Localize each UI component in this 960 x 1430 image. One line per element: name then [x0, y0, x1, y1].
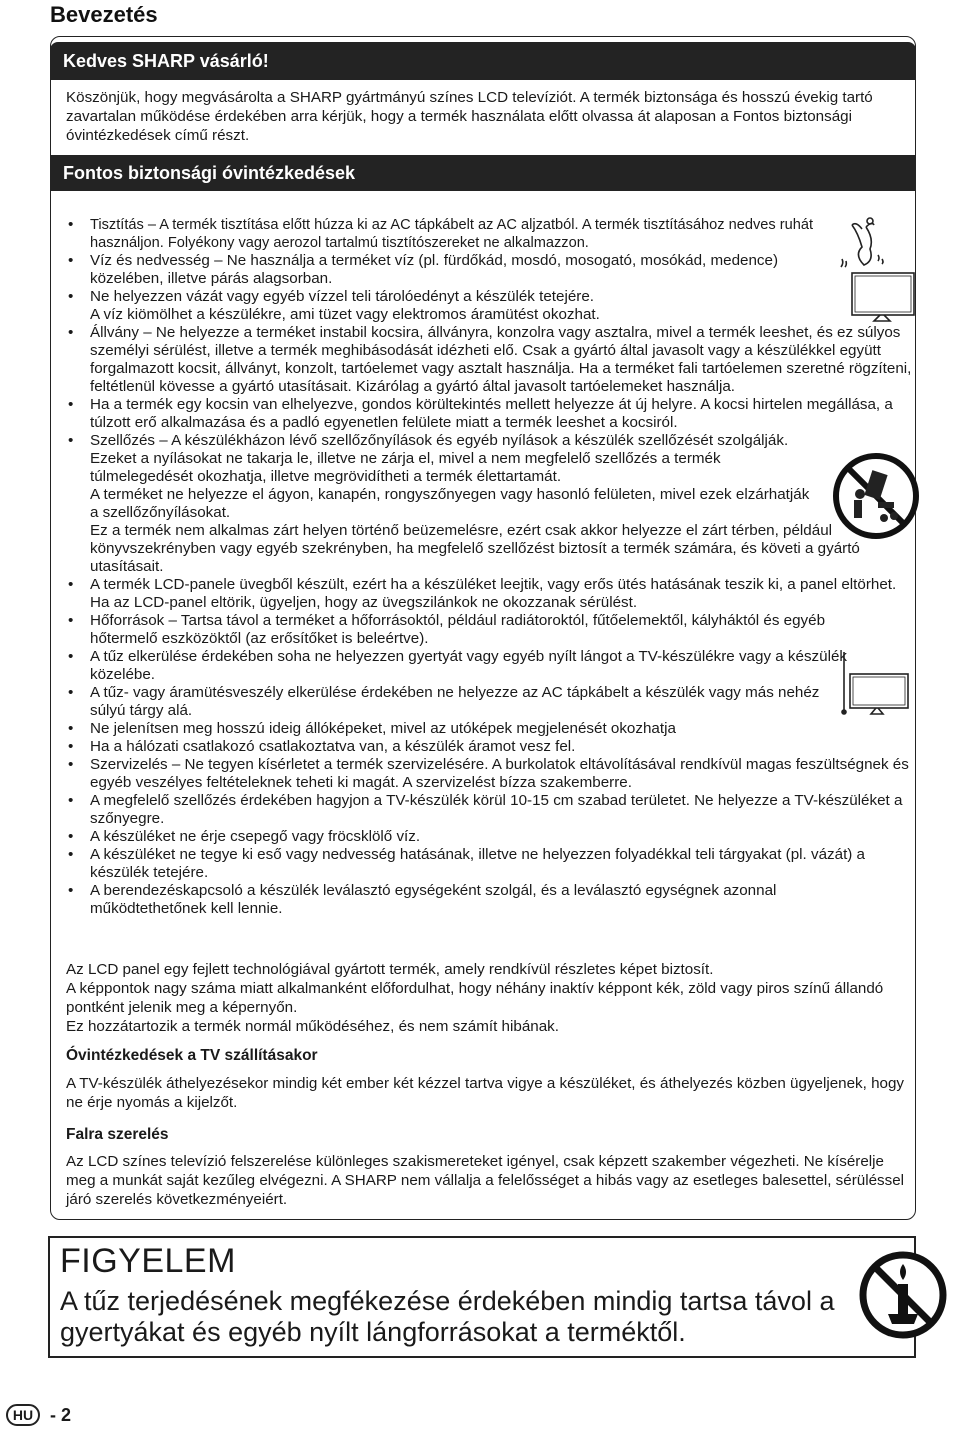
section-bar-greeting: Kedves SHARP vásárló!	[50, 42, 916, 80]
warning-text: A tűz terjedésének megfékezése érdekében mindig tartsa távol a gyertyákat és egyéb nyílt lángforrásokat a terméktől.	[60, 1286, 835, 1347]
text-network: Ha a hálózati csatlakozó csatlakoztatva van, a készülék áramot vesz fel.	[90, 738, 576, 755]
lcd-note-line-2: A képpontok nagy száma miatt alkalmanként előfordulhat, hogy néhány inaktív képpont kék, zöld vagy piros színű állandó pontként jelenik meg a képernyőn.	[66, 980, 884, 1016]
list-item-glass	[66, 576, 916, 612]
list-item-stand: • Állvány – Ne helyezze a terméket instabil kocsira, állványra, konzolra vagy asztalra, mivel a termék leeshet, és ez súlyos személyi sérülést, illetve a termék meghibásodását idézheti elő. Csak a gyártó által javasolt vagy a készülékkel együtt forgalmazott kocsit, állványt, konzolt, tartóelemet vagy asztalt használja. Ha a terméket fali tartóelemen szeretné rögzíteni, feltétlenül kövesse a gyártó utasításait. Kizárólag a gyártó által javasolt tartóelemeket használja.	[66, 324, 916, 396]
term-water: Víz és nedvesség	[90, 252, 210, 269]
list-item-power-cord	[66, 684, 916, 720]
text-switch: • A berendezéskapcsoló a készülék leválasztó egységeként szolgál, és a leválasztó egységnek azonnal működtethetőnek kell lennie.	[90, 882, 777, 917]
warning-box	[48, 1236, 916, 1358]
text-heat: Tartsa távol a terméket a hőforrásoktól, például radiátoroktól, fűtőelemektől, kályháktól és egyéb hőtermelő eszközöktől (az erősítőket is beleértve).	[90, 612, 826, 647]
warning-title: FIGYELEM	[60, 1242, 236, 1280]
list-item-vase	[66, 288, 916, 324]
list-item-switch	[66, 882, 916, 918]
term-heat: Hőforrások	[90, 612, 165, 629]
term-cleaning: Tisztítás	[90, 217, 144, 233]
list-item-water: • Víz és nedvesség – Ne használja a terméket víz (pl. fürdőkád, mosdó, mosogató, mosókád, medence) közelében, illetve párás alagsorban.	[66, 252, 916, 288]
wall-text: Az LCD színes televízió felszerelése különleges szakismereteket igényel, csak képzett szakember végezheti. Ne kísérelje meg a munkát saját kezűleg elvégezni. A SHARP nem vállalja a felelősséget a hibás vagy az esetleges balesettel, sérüléssel járó szerelés következményeiért.	[66, 1153, 905, 1208]
list-item-ventilation: • Szellőzés – A készülékházon lévő szellőzőnyílások és egyéb nyílások a készülék szellőzését szolgálják. Ezeket a nyílásokat ne takarja le, illetve ne zárja el, mivel a nem megfelelő szellőzés a termék túlmelegedését okozhatja, illetve megrövidítheti a termék élettartamát. A terméket ne helyezze el ágyon, kanapén, rongyszőnyegen vagy hasonló felületen, mivel ezek elzárhatják a szellőzőnyílásokat. Ez a termék nem alkalmas zárt helyen történő beüzemelésre, ezért csak akkor helyezze el zárt térben, például könyvszekrényben vagy egyéb szekrényben, ha megfelelő szellőzést biztosít a termék számára, és követi a gyártó utasításait.	[66, 432, 916, 576]
text-splash: A készüléket ne érje csepegő vagy fröcsklölő víz.	[90, 828, 421, 845]
list-item-clearance	[66, 792, 916, 828]
text-fire: • A tűz elkerülése érdekében soha ne helyezzen gyertyát vagy egyéb nyílt lángot a TV-készülékre vagy a készülék közelébe.	[90, 648, 848, 683]
lcd-note-line-1: Az LCD panel egy fejlett technológiával gyártott termék, amely rendkívül részletes képet biztosít.	[66, 961, 714, 978]
list-item-cleaning: • Tisztítás – A termék tisztítása előtt húzza ki az AC tápkábelt az AC aljzatból. A termék tisztításához nedves ruhát használjon. Folyékony vagy aerozol tartalmú tisztítószereket ne alkalmazzon.	[66, 216, 916, 252]
list-item-network	[66, 738, 916, 756]
text-water: Ne használja a terméket víz (pl. fürdőkád, mosdó, mosogató, mosókád, medence) közelében, illetve párás alagsorban.	[90, 252, 779, 287]
section-bar-safety: Fontos biztonsági óvintézkedések	[50, 155, 916, 191]
text-vase-2: A víz kiömölhet a készülékre, ami tüzet vagy elektromos áramütést okozhat.	[90, 306, 600, 323]
text-service: Ne tegyen kísérletet a termék szervizelésére. A burkolatok eltávolításával rendkívül magas feszültségnek és egyéb veszélyes feltételeknek teheti ki magát. A szervizelést bízza szakemberre.	[90, 756, 909, 791]
text-ventilation-2: A terméket ne helyezze el ágyon, kanapén, rongyszőnyegen vagy hasonló felületen, mivel ezek elzárhatják a szellőzőnyílásokat.	[90, 486, 810, 521]
vase-on-tv-illustration	[832, 215, 918, 325]
list-item-still-image	[66, 720, 916, 738]
text-ventilation: A készülékházon lévő szellőzőnyílások és egyéb nyílások a készülék szellőzését szolgálják. Ezeket a nyílásokat ne takarja le, illetve ne zárja el, mivel a nem megfelelő szellőzés a termék túlmelegedését okozhatja, illetve megrövidítheti a termék élettartamát.	[90, 432, 789, 485]
no-candle-icon	[858, 1250, 948, 1340]
intro-paragraph: Köszönjük, hogy megvásárolta a SHARP gyártmányú színes LCD televíziót. A termék biztonsága és hosszú évekig tartó zavartalan működése érdekében arra kérjük, hogy a termék használata előtt olvassa át alaposan a Fontos biztonsági óvintézkedések című részt.	[66, 89, 873, 144]
text-cleaning: A termék tisztítása előtt húzza ki az AC tápkábelt az AC aljzatból. A termék tisztításához nedves ruhát használjon. Folyékony vagy aerozol tartalmú tisztítószereket ne alkalmazzon.	[90, 217, 814, 251]
list-item-service: • Szervizelés – Ne tegyen kísérletet a termék szervizelésére. A burkolatok eltávolításával rendkívül magas feszültségnek és egyéb veszélyes feltételeknek teheti ki magát. A szervizelést bízza szakemberre.	[66, 756, 916, 792]
text-power-cord: • A tűz- vagy áramütésveszély elkerülése érdekében ne helyezze az AC tápkábelt a készülék vagy más nehéz súlyú tárgy alá.	[90, 684, 820, 719]
list-item-splash	[66, 828, 916, 846]
page-number: - 2	[50, 1405, 72, 1425]
text-stand: Ne helyezze a terméket instabil kocsira, állványra, konzolra vagy asztalra, mivel a termék leeshet, és ez súlyos személyi sérülést, illetve a termék meghibásodását idézheti elő. Csak a gyártó által javasolt vagy a készülékkel együtt forgalmazott kocsit, állványt, konzolt, tartóelemet vagy asztalt használja. Ha a terméket fali tartóelemen szeretné rögzíteni, feltétlenül kövesse a gyártó utasításait. Kizárólag a gyártó által javasolt tartóelemeket használja.	[90, 324, 912, 395]
list-item-fire	[66, 648, 916, 684]
text-vase-1: • Ne helyezzen vázát vagy egyéb vízzel teli tárolóedényt a készülék tetejére.	[90, 288, 594, 305]
text-clearance: • A megfelelő szellőzés érdekében hagyjon a TV-készülék körül 10-15 cm szabad területet. Ne helyezze a TV-készüléket a szőnyegre.	[90, 792, 903, 827]
wall-heading: Falra szerelés	[66, 1126, 169, 1143]
language-badge: HU	[6, 1404, 40, 1426]
text-cart: Ha a termék egy kocsin van elhelyezve, gondos körültekintés mellett helyezze át új helyre. A kocsi hirtelen megállása, a túlzott erő alkalmazása és a padló egyenetlen felülete miatt a termék leeshet a kocsiról.	[90, 396, 893, 431]
cart-tipover-illustration	[832, 452, 920, 540]
safety-list	[66, 216, 916, 918]
text-ventilation-3: Ez a termék nem alkalmas zárt helyen történő beüzemelésre, ezért csak akkor helyezze el zárt térben, például könyvszekrényben vagy egyéb szekrényben, ha megfelelő szellőzést biztosít a termék számára, és követi a gyártó utasításait.	[90, 522, 860, 575]
list-item-cart	[66, 396, 916, 432]
transport-heading: Óvintézkedések a TV szállításakor	[66, 1047, 318, 1064]
text-glass: A termék LCD-panele üvegből készült, ezért ha a készüléket leejtik, vagy erős ütés hatásának teszik ki, a panel eltörhet. Ha az LCD-panel eltörik, ügyeljen, hogy az üvegszilánkok ne okozzanak sérülést.	[90, 576, 897, 611]
tv-heat-illustration	[838, 648, 914, 720]
page-title: Bevezetés	[50, 2, 158, 27]
transport-text: A TV-készülék áthelyezésekor mindig két ember két kézzel tartva vigye a készüléket, és áthelyezés közben ügyeljenek, hogy ne érje nyomás a kijelzőt.	[66, 1075, 905, 1111]
lcd-note	[66, 960, 914, 1036]
list-item-heat: • Hőforrások – Tartsa távol a terméket a hőforrásoktól, például radiátoroktól, fűtőelemektől, kályháktól és egyéb hőtermelő eszközöktől (az erősítőket is beleértve).	[66, 612, 916, 648]
text-rain: • A készüléket ne tegye ki eső vagy nedvesség hatásának, illetve ne helyezzen folyadékkal teli tárgyakat (pl. vázát) a készülék tetejére.	[90, 846, 866, 881]
text-still-image: Ne jelenítsen meg hosszú ideig állóképeket, mivel az utóképek megjelenését okozhatja	[90, 720, 676, 737]
list-item-rain	[66, 846, 916, 882]
term-stand: Állvány	[90, 324, 139, 341]
lcd-note-line-3: Ez hozzátartozik a termék normál működéséhez, és nem számít hibának.	[66, 1018, 559, 1035]
term-service: Szervizelés	[90, 756, 168, 773]
term-ventilation: Szellőzés	[90, 432, 155, 449]
